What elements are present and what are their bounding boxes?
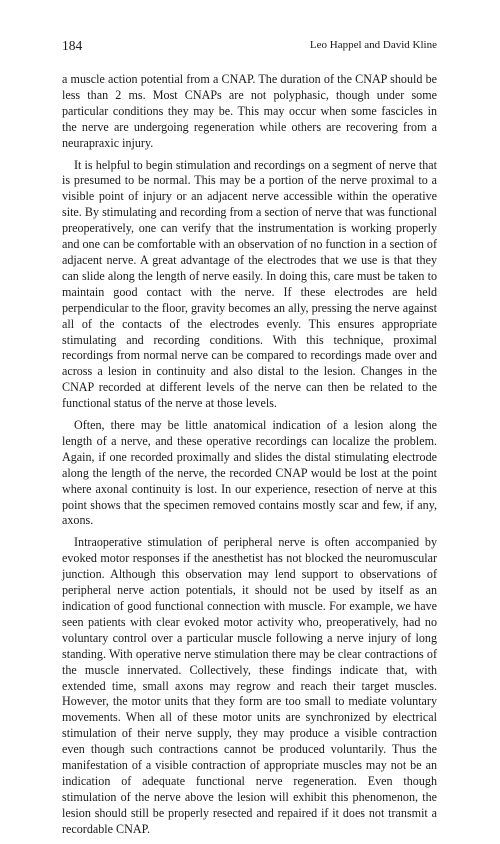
body-text	[62, 72, 437, 844]
page-number: 184	[62, 38, 83, 53]
running-head-authors: Leo Happel and David Kline	[309, 39, 437, 51]
paragraph: It is helpful to begin stimulation and recordings on a segment of nerve that is presumed to be normal. This may be a portion of the nerve proximal to a visible point of injury or an adjacent nerve accessible within the operative site. By stimulating and recording from a section of nerve that was functional preoperatively, one can verify that the instrumentation is working properly and one can be comfortable with an observation of no function in a section of adjacent nerve. A great advantage of the electrodes that we use is that they can slide along the length of nerve easily. In doing this, care must be taken to maintain good contact with the nerve. If these electrodes are held perpendicular to the floor, gravity becomes an ally, pressing the nerve against all of the contacts of the electrodes evenly. This ensures appropriate stimulating and recording conditions. With this technique, proximal recordings from normal nerve can be compared to recordings made over and across a lesion in continuity and also distal to the lesion. Changes in the CNAP recorded at different levels of the nerve can then be related to the functional status of the nerve at those levels.	[62, 157, 437, 411]
paragraph: Intraoperative stimulation of peripheral nerve is often accompanied by evoked motor responses if the anesthetist has not blocked the neuromuscular junction. Although this observation may lend support to observations of peripheral nerve action potentials, it should not be used by itself as an indication of good functional connection with muscle. For example, we have seen patients with clear evoked motor activity who, preoperatively, had no voluntary control over a particular muscle following a nerve injury of long standing. With operative nerve stimulation there may be clear contractions of the muscle innervated. Collectively, these findings indicate that, with extended time, small axons may regrow and reach their target muscles. However, the motor units that they form are too small to mediate voluntary movements. When all of these motor units are synchronized by electrical stimulation of their nerve supply, they may produce a visible contraction even though such contractions cannot be produced voluntarily. Thus the manifestation of a visible contraction of appropriate muscles may not be an indication of adequate functional nerve regeneration. Even though stimulation of the nerve above the lesion will exhibit this phenomenon, the lesion should still be properly resected and repaired if it does not transmit a recordable CNAP.	[62, 535, 437, 836]
page-header	[62, 38, 437, 56]
paragraph-continuation: a muscle action potential from a CNAP. The duration of the CNAP should be less than 2 ms. Most CNAPs are not polyphasic, though under some particular conditions they may be. This may occur when some fascicles in the nerve are undergoing regeneration while others are recovering from a neurapraxic injury.	[62, 72, 437, 150]
paragraph: Often, there may be little anatomical indication of a lesion along the length of a nerve, and these operative recordings can localize the problem. Again, if one recorded proximally and slides the distal stimulating electrode along the length of the nerve, the recorded CNAP would be lost at the point where axonal continuity is lost. In our experience, resection of nerve at this point shows that the specimen removed contains mostly scar and few, if any, axons.	[62, 418, 437, 528]
